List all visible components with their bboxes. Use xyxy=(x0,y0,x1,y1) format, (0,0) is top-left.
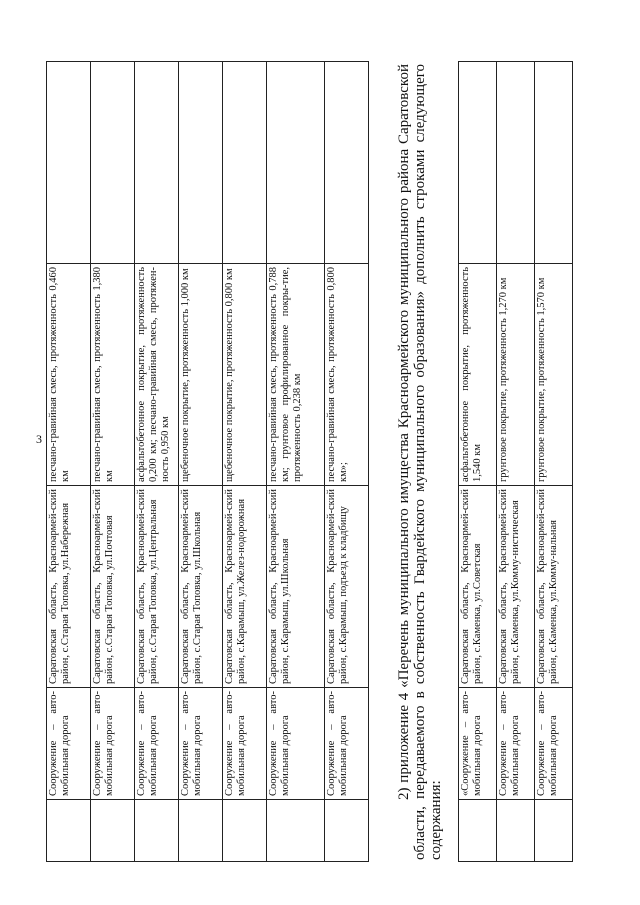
table-cell: Саратовская область, Красноармей-ский район, с.Старая Топовка, ул.Центральная xyxy=(135,486,179,688)
property-table-continued xyxy=(46,61,369,862)
page-number: 3 xyxy=(36,432,42,446)
table-row xyxy=(47,62,91,862)
table-cell xyxy=(267,800,325,862)
amendment-paragraph: 2) приложение 4 «Перечень муниципального имущества Красноармейского муниципального района Саратовской области, передаваемого в собственность Гвардейского муниципального образования» дополнить строками следующего содержания: xyxy=(396,64,444,860)
table-cell: щебеночное покрытие, протяженность 1,000 км xyxy=(179,264,223,486)
table-cell: Саратовская область, Красноармей-ский район, с.Старая Топовка, ул.Набережная xyxy=(47,486,91,688)
table-cell xyxy=(459,62,497,264)
table-cell: «Сооружение – авто-мобильная дорога xyxy=(459,688,497,800)
table-cell xyxy=(535,62,573,264)
table-row xyxy=(459,62,497,862)
rotated-document-body xyxy=(46,62,606,862)
table-row xyxy=(497,62,535,862)
table-cell: Сооружение – авто-мобильная дорога xyxy=(497,688,535,800)
table-cell: грунтовое покрытие, протяженность 1,570 км xyxy=(535,264,573,486)
table-cell: асфальтобетонное покрытие, протяженность 0,200 км; песчано-гравийная смесь, протяжен-ность 0,950 км xyxy=(135,264,179,486)
table-row xyxy=(535,62,573,862)
table-cell: Саратовская область, Красноармей-ский район, с.Каменка, ул.Советская xyxy=(459,486,497,688)
table-cell: Саратовская область, Красноармей-ский район, с.Старая Топовка, ул.Школьная xyxy=(179,486,223,688)
table-cell: Сооружение – авто-мобильная дорога xyxy=(535,688,573,800)
table-cell: Сооружение – авто-мобильная дорога xyxy=(91,688,135,800)
table-cell: Сооружение – авто-мобильная дорога xyxy=(47,688,91,800)
table-row xyxy=(267,62,325,862)
table-cell: Сооружение – авто-мобильная дорога xyxy=(223,688,267,800)
table-row xyxy=(223,62,267,862)
table-cell xyxy=(223,800,267,862)
table-cell xyxy=(459,800,497,862)
table-cell: песчано-гравийная смесь, протяженность 1,380 км xyxy=(91,264,135,486)
table-cell: песчано-гравийная смесь, протяженность 0,800 км»; xyxy=(325,264,369,486)
table-cell: грунтовое покрытие, протяженность 1,270 км xyxy=(497,264,535,486)
table-cell xyxy=(47,62,91,264)
table-row xyxy=(135,62,179,862)
table-cell xyxy=(267,62,325,264)
table-cell xyxy=(47,800,91,862)
table-cell xyxy=(497,62,535,264)
table-row xyxy=(325,62,369,862)
table-cell xyxy=(325,62,369,264)
property-table-additions xyxy=(458,61,573,862)
table-cell: Саратовская область, Красноармей-ский район, с.Карамыш, ул.Желез-нодорожная xyxy=(223,486,267,688)
table-cell: Сооружение – авто-мобильная дорога xyxy=(267,688,325,800)
table-cell: Саратовская область, Красноармей-ский район, с.Старая Топовка, ул.Почтовая xyxy=(91,486,135,688)
table-cell xyxy=(135,800,179,862)
table-cell: песчано-гравийная смесь, протяженность 0,460 км xyxy=(47,264,91,486)
table-cell xyxy=(497,800,535,862)
table-cell: Сооружение – авто-мобильная дорога xyxy=(179,688,223,800)
table-cell xyxy=(223,62,267,264)
table-cell xyxy=(179,800,223,862)
table-cell: асфальтобетонное покрытие, протяженность 1,540 км xyxy=(459,264,497,486)
table-cell: песчано-гравийная смесь, протяженность 0,788 км; грунтовое профилированное покры-тие, протяженность 0,238 км xyxy=(267,264,325,486)
table-cell xyxy=(91,62,135,264)
table-cell: Саратовская область, Красноармей-ский район, с.Карамыш, ул.Школьная xyxy=(267,486,325,688)
table-cell: Саратовская область, Красноармей-ский район, с.Каменка, ул.Комму-нальная xyxy=(535,486,573,688)
table-cell: Саратовская область, Красноармей-ский район, с.Каменка, ул.Комму-нистическая xyxy=(497,486,535,688)
table-row xyxy=(179,62,223,862)
table-cell xyxy=(135,62,179,264)
table-row xyxy=(91,62,135,862)
table-cell: Саратовская область, Красноармей-ский район, с.Карамыш, подъезд к кладбищу xyxy=(325,486,369,688)
table-cell: щебеночное покрытие, протяженность 0,800 км xyxy=(223,264,267,486)
table-cell xyxy=(325,800,369,862)
table-cell xyxy=(91,800,135,862)
table-cell xyxy=(179,62,223,264)
table-cell xyxy=(535,800,573,862)
table-cell: Сооружение – авто-мобильная дорога xyxy=(135,688,179,800)
table-cell: Сооружение – авто-мобильная дорога xyxy=(325,688,369,800)
